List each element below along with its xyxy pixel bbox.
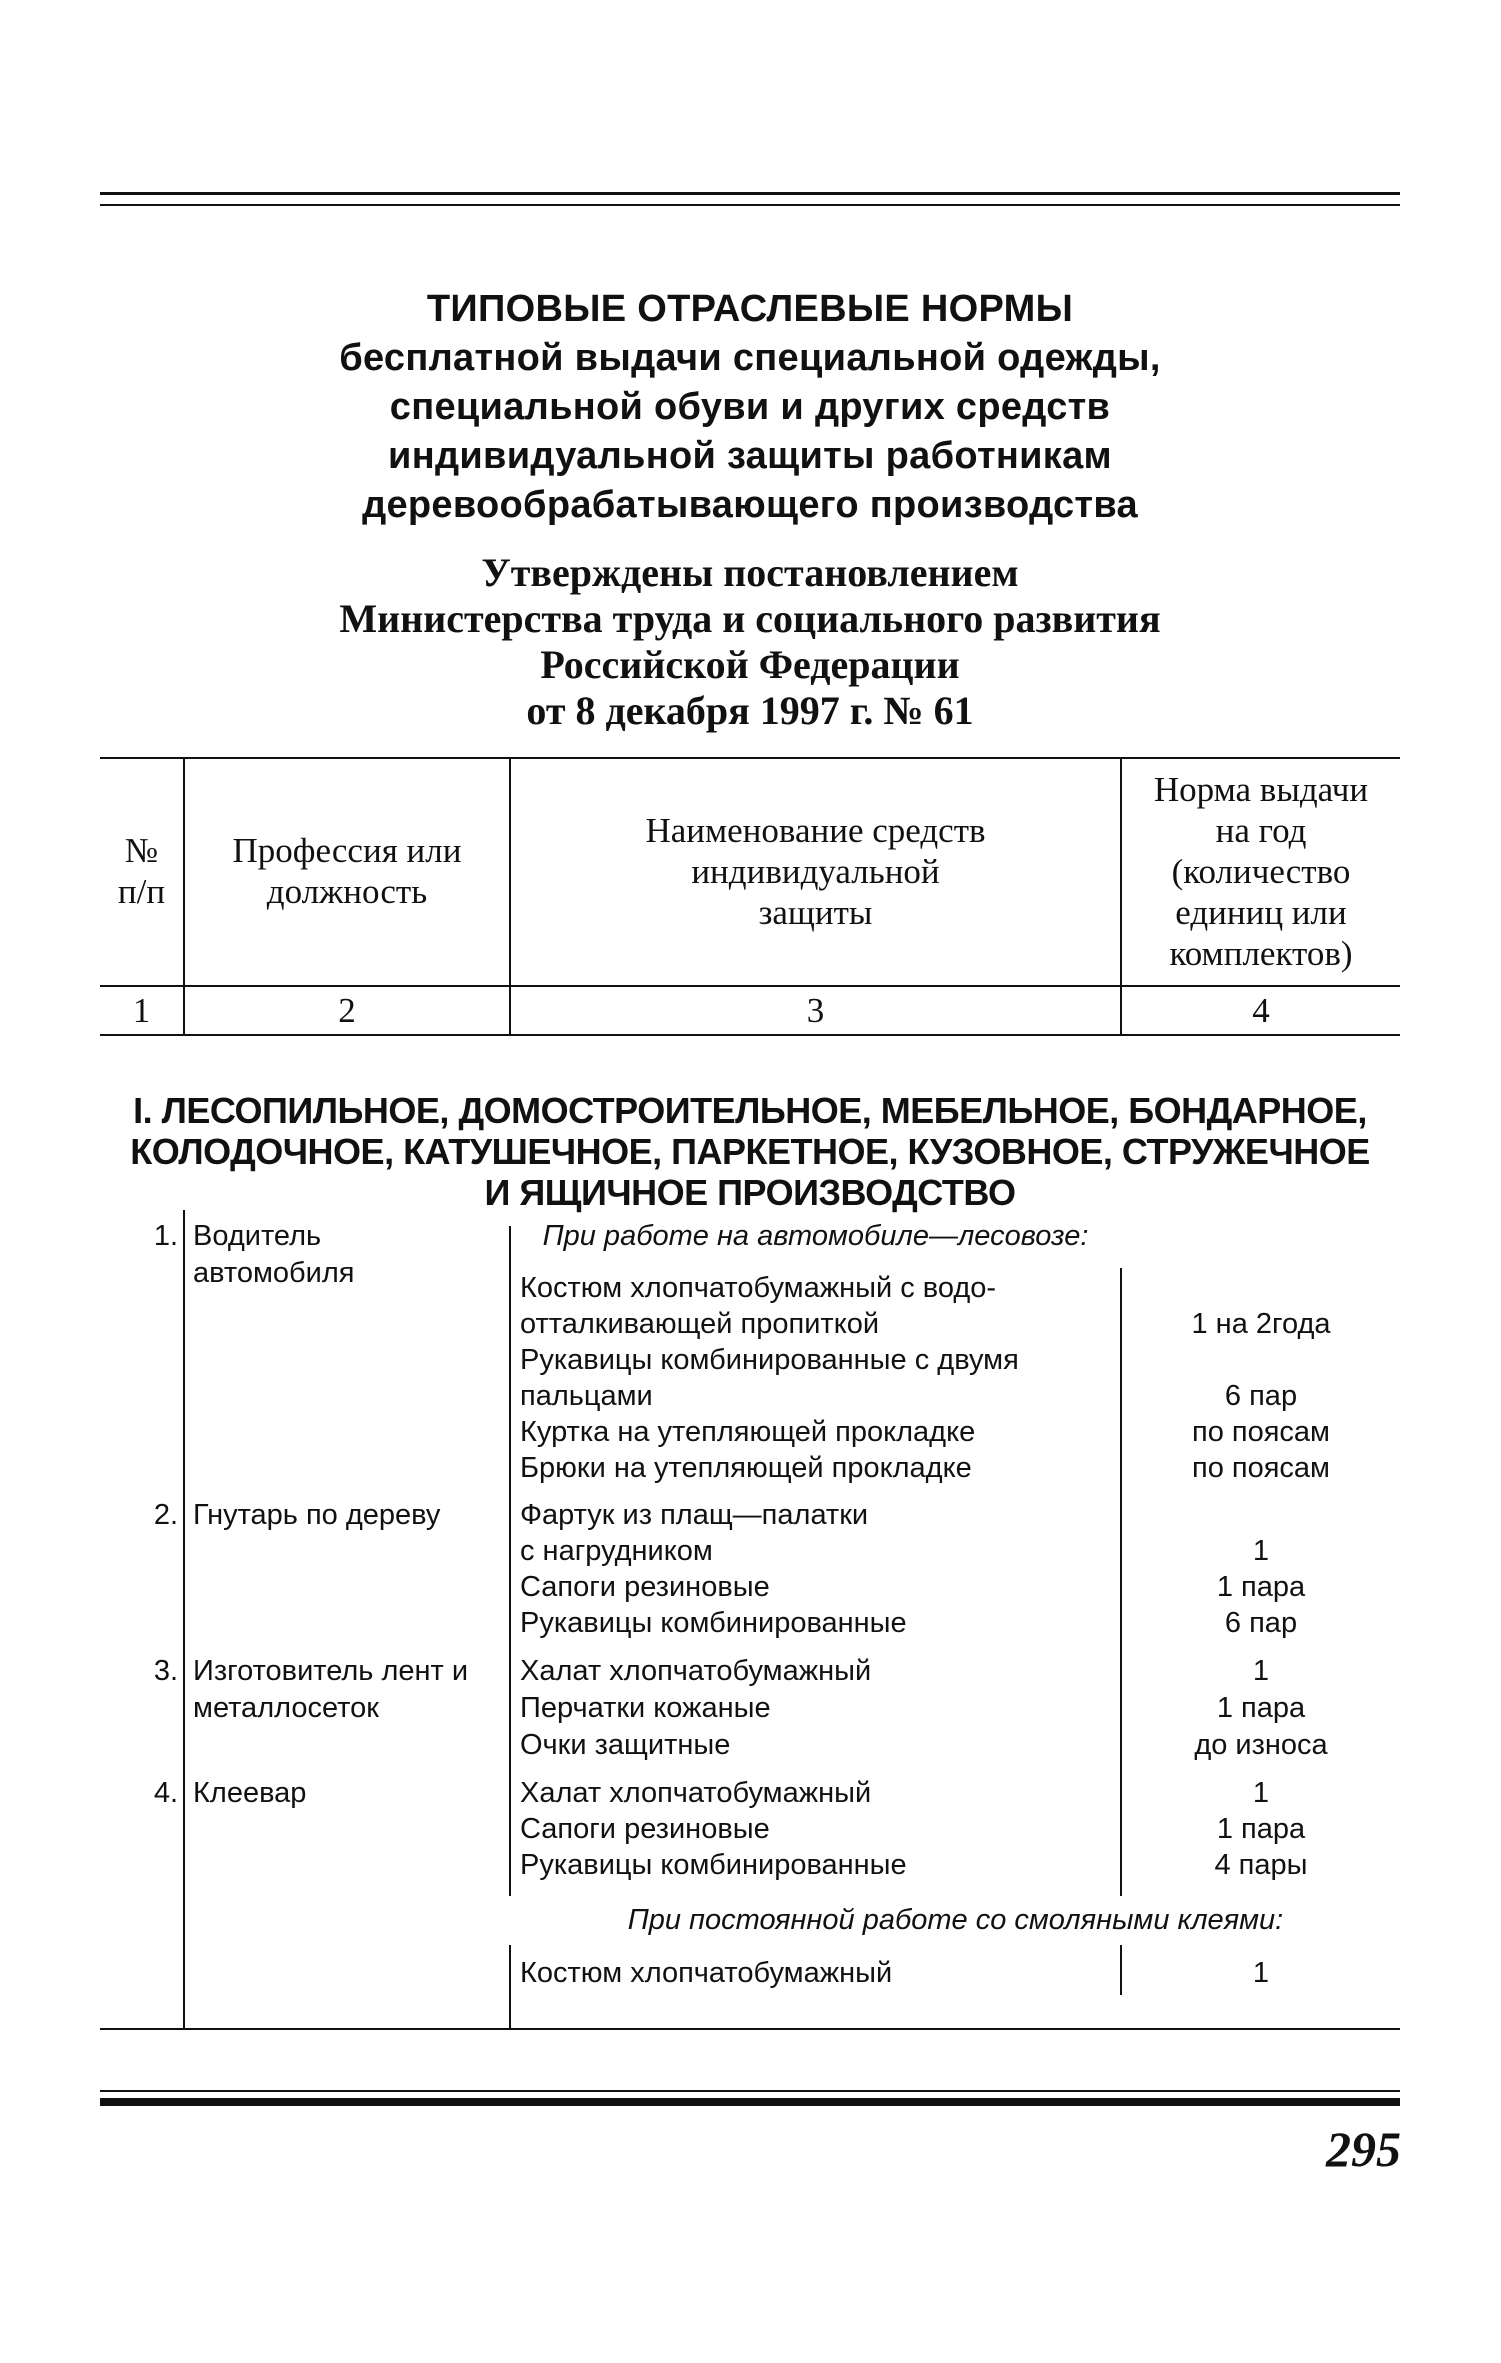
table-bottom-border xyxy=(100,2028,1400,2030)
header-bottom-border xyxy=(100,1034,1400,1036)
approval-line: Российской Федерации xyxy=(540,642,960,687)
page-number: 295 xyxy=(1326,2121,1401,2177)
section-line: КОЛОДОЧНОЕ, КАТУШЕЧНОЕ, ПАРКЕТНОЕ, КУЗОВНОЕ, СТРУЖЕЧНОЕ xyxy=(130,1131,1370,1172)
protection-item: Рукавицы комбинированные с двумя xyxy=(520,1344,1019,1376)
profession: Изготовитель лент и xyxy=(193,1655,469,1687)
norm-value: по поясам xyxy=(1192,1452,1330,1484)
norm-value: 1 xyxy=(1252,1535,1270,1567)
row-number: 1. xyxy=(153,1220,178,1252)
condition-note: При работе на автомобиле—лесовозе: xyxy=(542,1220,1089,1252)
protection-item: Брюки на утепляющей прокладке xyxy=(520,1452,972,1484)
protection-item: пальцами xyxy=(520,1380,653,1412)
header-number: 3 xyxy=(806,991,825,1030)
header-mid-border xyxy=(100,985,1400,987)
footer-rule-thick xyxy=(100,2098,1400,2106)
profession: Водитель xyxy=(193,1220,322,1252)
protection-item: Очки защитные xyxy=(520,1729,731,1761)
norm-value: до износа xyxy=(1194,1729,1328,1761)
row-number: 2. xyxy=(153,1499,178,1531)
title-line: деревообрабатывающего производства xyxy=(362,484,1138,526)
footer-rule-thin xyxy=(100,2090,1400,2092)
header-number: 4 xyxy=(1252,991,1270,1030)
protection-item: Халат хлопчатобумажный xyxy=(520,1655,872,1687)
protection-item: Халат хлопчатобумажный xyxy=(520,1777,872,1809)
profession: металлосеток xyxy=(193,1692,379,1724)
section-line: И ЯЩИЧНОЕ ПРОИЗВОДСТВО xyxy=(484,1172,1016,1213)
protection-item: с нагрудником xyxy=(520,1535,713,1567)
title-line: специальной обуви и других средств xyxy=(389,386,1111,428)
header-col-norm: Норма выдачи на год (количество единиц или комплектов) xyxy=(1153,769,1369,973)
protection-item: Куртка на утепляющей прокладке xyxy=(520,1416,976,1448)
title-line: ТИПОВЫЕ ОТРАСЛЕВЫЕ НОРМЫ xyxy=(426,288,1074,330)
norm-value: 1 на 2года xyxy=(1191,1308,1331,1340)
header-col-protection: Наименование средств индивидуальной защиты xyxy=(645,810,986,932)
norm-value: 4 пары xyxy=(1214,1849,1308,1881)
protection-item: Сапоги резиновые xyxy=(520,1571,770,1603)
top-rule-thick xyxy=(100,192,1400,195)
section-line: I. ЛЕСОПИЛЬНОЕ, ДОМОСТРОИТЕЛЬНОЕ, МЕБЕЛЬНОЕ, БОНДАРНОЕ, xyxy=(133,1090,1367,1131)
norm-value: 1 xyxy=(1252,1777,1270,1809)
body-divider xyxy=(183,1210,185,2030)
approval-line: от 8 декабря 1997 г. № 61 xyxy=(526,688,974,733)
profession: Гнутарь по дереву xyxy=(193,1499,441,1531)
profession: Клеевар xyxy=(193,1777,307,1809)
norm-value: 1 xyxy=(1252,1655,1270,1687)
title-line: бесплатной выдачи специальной одежды, xyxy=(339,337,1161,379)
norm-value: 6 пар xyxy=(1224,1380,1298,1412)
row-number: 4. xyxy=(153,1777,178,1809)
condition-note: При постоянной работе со смоляными клеями: xyxy=(627,1904,1284,1936)
norm-value: 1 пара xyxy=(1216,1813,1306,1845)
protection-item: Рукавицы комбинированные xyxy=(520,1849,907,1881)
title-main xyxy=(100,285,1400,530)
row-number: 3. xyxy=(153,1655,178,1687)
approval-line: Министерства труда и социального развития xyxy=(339,596,1161,641)
header-number: 2 xyxy=(338,991,356,1030)
norm-value: 6 пар xyxy=(1224,1607,1298,1639)
table-header xyxy=(100,757,1400,1036)
title-line: индивидуальной защиты работникам xyxy=(388,435,1112,477)
norm-value: по поясам xyxy=(1192,1416,1330,1448)
top-rule-thin xyxy=(100,204,1400,206)
norm-value: 1 пара xyxy=(1216,1692,1306,1724)
protection-item: отталкивающей пропиткой xyxy=(520,1308,880,1340)
document-title xyxy=(100,285,1400,734)
norm-value: 1 xyxy=(1252,1957,1270,1989)
approval-note xyxy=(100,550,1400,734)
norm-value: 1 пара xyxy=(1216,1571,1306,1603)
body-divider xyxy=(509,1945,511,2030)
protection-item: Фартук из плащ—палатки xyxy=(520,1499,869,1531)
protection-item: Сапоги резиновые xyxy=(520,1813,770,1845)
header-number: 1 xyxy=(132,991,151,1030)
protection-item: Перчатки кожаные xyxy=(520,1692,771,1724)
section-heading xyxy=(100,1090,1400,1213)
body-divider xyxy=(509,1226,511,1896)
protection-item: Рукавицы комбинированные xyxy=(520,1607,907,1639)
header-col-number: № п/п xyxy=(117,831,166,911)
protection-item: Костюм хлопчатобумажный с водо- xyxy=(520,1272,997,1304)
protection-item: Костюм хлопчатобумажный xyxy=(520,1957,893,1989)
profession: автомобиля xyxy=(193,1257,355,1289)
approval-line: Утверждены постановлением xyxy=(481,550,1019,595)
header-col-profession: Профессия или должность xyxy=(232,831,462,911)
